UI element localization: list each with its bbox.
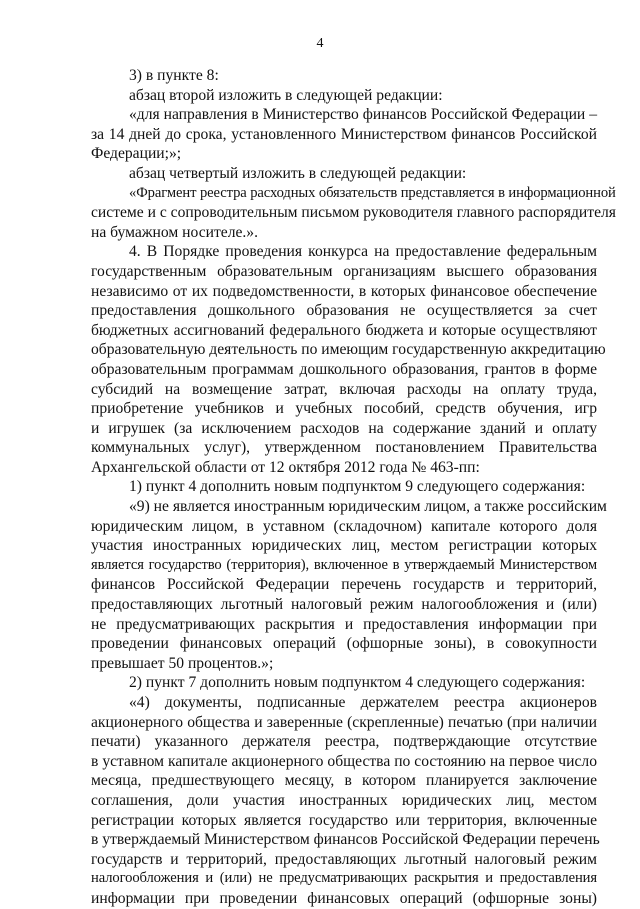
- text-line: соглашения, доли участия иностранных юридических лиц, местом: [91, 791, 597, 809]
- text-line: юридическим лицом, в уставном (складочном) капитале которого доля: [91, 517, 597, 535]
- text-line: абзац второй изложить в следующей редакции:: [129, 86, 443, 104]
- text-line: в уставном капитале акционерного общества по состоянию на первое число: [91, 752, 597, 770]
- text-line: государственным образовательным организациям высшего образования: [91, 262, 597, 280]
- text-line: коммунальных услуг), утвержденном постановлением Правительства: [91, 439, 597, 457]
- text-line: 2) пункт 7 дополнить новым подпунктом 4 следующего содержания:: [129, 674, 586, 692]
- text-line: месяца, предшествующего месяцу, в котором планируется заключение: [91, 772, 597, 790]
- page-number: 4: [316, 36, 324, 51]
- text-line: участия иностранных юридических лиц, местом регистрации которых: [91, 537, 597, 555]
- text-line: превышает 50 процентов.»;: [91, 654, 274, 672]
- text-line: независимо от их подведомственности, в которых финансовое обеспечение: [91, 282, 597, 300]
- text-line: «Фрагмент реестра расходных обязательств представляется в информационной: [129, 184, 616, 201]
- text-line: приобретение учебников и учебных пособий, средств обучения, игр: [91, 400, 597, 418]
- text-line: финансов Российской Федерации перечень государств и территорий,: [91, 576, 597, 594]
- text-line: является государство (территория), включенное в утверждаемый Министерством: [91, 556, 597, 573]
- text-line: субсидий на возмещение затрат, включая расходы на оплату труда,: [91, 380, 597, 398]
- text-line: Архангельской области от 12 октября 2012 года № 463-пп:: [91, 458, 480, 476]
- text-line: в утверждаемый Министерством финансов Российской Федерации перечень: [91, 831, 600, 849]
- text-line: регистрации которых является государство или территория, включенные: [91, 811, 597, 829]
- text-line: налогообложения и (или) не предусматривающих раскрытия и предоставления: [91, 870, 597, 887]
- text-line: «для направления в Министерство финансов Российской Федерации –: [129, 106, 597, 124]
- text-line: Федерации;»;: [91, 145, 182, 163]
- text-line: «4) документы, подписанные держателем реестра акционеров: [129, 694, 597, 711]
- text-line: печати) указанного держателя реестра, подтверждающие отсутствие: [91, 733, 597, 751]
- text-line: за 14 дней до срока, установленного Министерством финансов Российской: [91, 125, 597, 143]
- text-line: не предусматривающих раскрытия и предоставления информации при: [91, 615, 597, 633]
- text-line: проведении финансовых операций (офшорные зоны), в совокупности: [91, 635, 597, 653]
- text-line: «9) не является иностранным юридическим лицом, а также российским: [129, 498, 607, 516]
- text-line: 4. В Порядке проведения конкурса на предоставление федеральным: [129, 243, 597, 261]
- text-line: образовательную деятельность по имеющим государственную аккредитацию: [91, 341, 606, 359]
- document-body: [91, 66, 616, 909]
- text-line: на бумажном носителе.».: [91, 223, 258, 241]
- text-line: абзац четвертый изложить в следующей редакции:: [129, 164, 467, 182]
- text-line: 1) пункт 4 дополнить новым подпунктом 9 следующего содержания:: [129, 478, 586, 496]
- text-line: бюджетных ассигнований федерального бюджета и которые осуществляют: [91, 321, 597, 339]
- text-line: системе и с сопроводительным письмом руководителя главного распорядителя: [91, 204, 616, 222]
- text-line: государств и территорий, предоставляющих льготный налоговый режим: [91, 850, 597, 868]
- text-line: акционерного общества и заверенные (скрепленные) печатью (при наличии: [91, 713, 597, 731]
- text-line: предоставления дошкольного образования не осуществляется за счет: [91, 302, 597, 320]
- text-line: предоставляющих льготный налоговый режим налогообложения и (или): [91, 596, 597, 614]
- text-line: информации при проведении финансовых операций (офшорные зоны): [91, 889, 597, 907]
- text-line: 3) в пункте 8:: [129, 67, 219, 84]
- text-line: и игрушек (за исключением расходов на содержание зданий и оплату: [91, 419, 597, 437]
- text-line: образовательным программам дошкольного образования, грантов в форме: [91, 360, 597, 378]
